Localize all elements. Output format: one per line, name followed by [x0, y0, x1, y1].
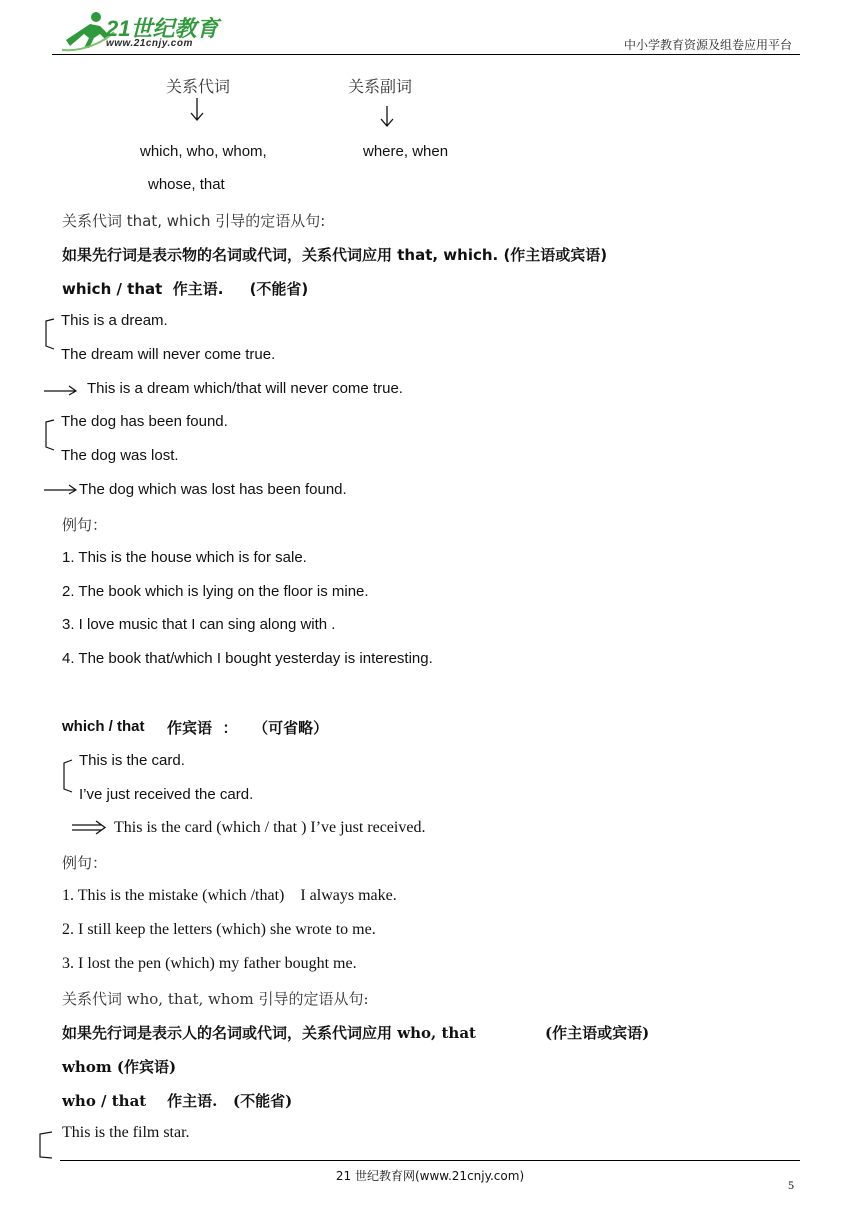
section1-subject-heading: which / that 作主语. (不能省): [62, 280, 309, 298]
section1-rule: 如果先行词是表示物的名词或代词，关系代词应用 that, which. (作主语或宾语): [62, 246, 608, 264]
right-heading: 关系副词: [348, 77, 413, 96]
left-words-line2: whose, that: [148, 176, 225, 193]
pair3-result: This is the card (which / that ) I’ve just received.: [114, 819, 426, 836]
example-sentence: 3. I lost the pen (which) my father bought me.: [62, 955, 357, 972]
example-sentence: 2. I still keep the letters (which) she wrote to me.: [62, 921, 376, 938]
pair2-result: The dog which was lost has been found.: [79, 481, 347, 498]
pair3-sentence-a: This is the card.: [79, 752, 185, 769]
pair3-sentence-b: I’ve just received the card.: [79, 786, 254, 803]
pair1-sentence-b: The dream will never come true.: [61, 346, 276, 363]
footer-divider: [60, 1160, 800, 1161]
bracket-icon: [60, 758, 74, 794]
double-arrow-icon: [72, 820, 108, 836]
logo-url-text: www.21cnjy.com: [106, 38, 193, 49]
pair1-result: This is a dream which/that will never come true.: [87, 380, 403, 397]
section1-examples-label: 例句：: [62, 516, 108, 534]
pair2-sentence-a: The dog has been found.: [61, 413, 228, 430]
example-sentence: 1. This is the mistake (which /that) I always make.: [62, 887, 397, 904]
section2-examples-label: 例句：: [62, 854, 108, 872]
whom-line: whom (作宾语): [62, 1058, 177, 1076]
site-logo: [56, 10, 226, 54]
bracket-icon: [36, 1130, 54, 1162]
page-number: 5: [788, 1178, 794, 1192]
section3-title: 关系代词 who, that, whom 引导的定语从句:: [62, 990, 369, 1008]
pair4-sentence-a: This is the film star.: [62, 1124, 190, 1141]
bracket-icon: [42, 418, 56, 452]
pair1-sentence-a: This is a dream.: [61, 312, 168, 329]
section3-subject-heading: who / that 作主语. (不能省): [62, 1092, 293, 1110]
header-divider: [52, 54, 800, 55]
bracket-icon: [42, 317, 56, 351]
right-words: where, when: [363, 143, 449, 160]
left-heading: 关系代词: [166, 77, 231, 96]
pair2-sentence-b: The dog was lost.: [61, 447, 179, 464]
object-heading-note: 作宾语 ： （可省略）: [167, 719, 329, 737]
section3-rule-note: (作主语或宾语): [545, 1024, 650, 1042]
right-arrow-icon: [44, 482, 78, 496]
logo-main-text: 21世纪教育: [106, 16, 219, 41]
section3-rule: 如果先行词是表示人的名词或代词，关系代词应用 who, that: [62, 1024, 476, 1042]
object-heading-words: which / that: [62, 718, 145, 735]
left-words-line1: which, who, whom,: [140, 143, 267, 160]
down-arrow-icon: [188, 98, 206, 124]
example-sentence: 4. The book that/which I bought yesterday is interesting.: [62, 650, 433, 667]
right-arrow-icon: [44, 383, 80, 397]
section1-title: 关系代词 that, which 引导的定语从句:: [62, 212, 326, 230]
example-sentence: 3. I love music that I can sing along with .: [62, 616, 336, 633]
footer-site: 21 世纪教育网(www.21cnjy.com): [335, 1169, 525, 1183]
example-sentence: 2. The book which is lying on the floor is mine.: [62, 583, 369, 600]
platform-name: 中小学教育资源及组卷应用平台: [623, 38, 792, 52]
down-arrow-icon: [378, 106, 396, 130]
example-sentence: 1. This is the house which is for sale.: [62, 549, 307, 566]
